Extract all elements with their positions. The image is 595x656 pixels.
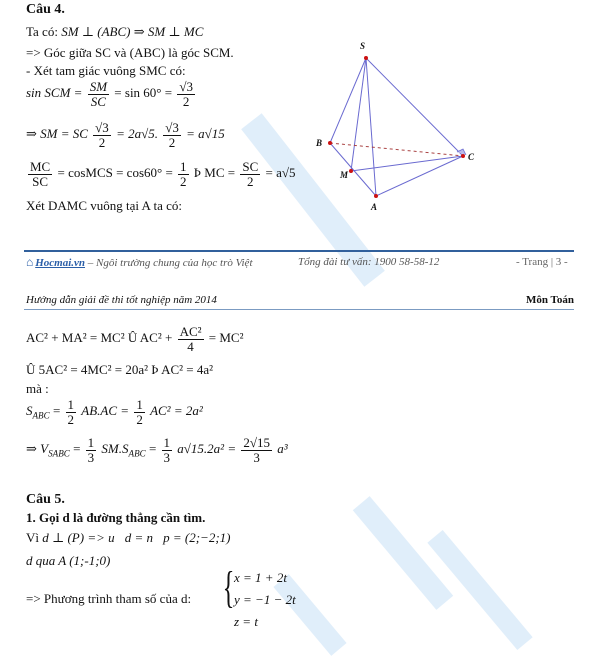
eq7-fraction1: $\frac{1}{3}$ xyxy=(87,435,95,465)
point-A xyxy=(374,194,378,198)
system-eq-z: z = t xyxy=(234,614,258,629)
eq7-eq2: = xyxy=(148,441,157,457)
cau4-eq1 xyxy=(26,80,197,108)
eq3-mid: = cosMCS = cos60° = xyxy=(57,165,173,181)
cau5-title: Câu 5. xyxy=(26,492,65,507)
eq2-fraction2: $\frac{√3}{2}$ xyxy=(165,120,179,150)
cau5-p3: d qua A (1;-1;0) xyxy=(26,553,111,568)
tetrahedron-figure xyxy=(310,36,495,221)
p2-eq4 xyxy=(26,325,244,353)
cau4-eq3 xyxy=(26,160,296,188)
eq4-right: = MC² xyxy=(208,330,244,346)
eq2-left: ⇒ SM = SC xyxy=(26,126,88,142)
label-S: S xyxy=(360,41,366,51)
eq7-mid: SM.S xyxy=(101,441,129,457)
system-eq-x: x = 1 + 2t xyxy=(234,570,287,585)
label-B: B xyxy=(316,138,323,148)
eq6-sub: ABC xyxy=(32,410,50,421)
footer-tagline: – Ngôi trường chung của học trò Việt xyxy=(87,257,253,269)
edge-SA xyxy=(366,58,376,196)
eq7-eq: = xyxy=(73,441,81,457)
eq6-right: AC² = 2a² xyxy=(150,403,203,419)
cau4-line2: => Góc giữa SC và (ABC) là góc SCM. xyxy=(26,45,234,60)
cau5-p2 xyxy=(26,530,230,546)
edge-BA xyxy=(330,143,376,196)
cau4-line1-math: SM ⊥ (ABC) ⇒ SM ⊥ MC xyxy=(61,24,204,39)
eq7-sub: SABC xyxy=(48,448,70,459)
p2-ma: mà : xyxy=(26,381,49,396)
point-B xyxy=(328,141,332,145)
cau4-eq2 xyxy=(26,121,225,149)
p2-eq5: Û 5AC² = 4MC² = 20a² Þ AC² = 4a² xyxy=(26,362,214,377)
eq4-fraction: $\frac{\text{AC²}}{4}$ xyxy=(179,324,202,354)
page-footer xyxy=(26,255,253,270)
header-guide-title: Hướng dẫn giải đề thi tốt nghiệp năm 2014 xyxy=(26,294,217,306)
footer-page-number: - Trang | 3 - xyxy=(516,256,568,268)
hocmai-logo-icon: ⌂ xyxy=(26,255,34,269)
watermark-stripe xyxy=(273,574,346,656)
footer-hotline: Tổng đài tư vấn: 1900 58-58-12 xyxy=(298,256,440,268)
eq6-fraction2: $\frac{1}{2}$ xyxy=(136,397,143,427)
eq1-mid: = sin 60° = xyxy=(114,85,173,101)
label-A: A xyxy=(371,202,378,212)
point-M xyxy=(349,169,353,173)
eq7-fraction2: $\frac{1}{3}$ xyxy=(163,435,171,465)
eq3-half: $\frac{1}{2}$ xyxy=(180,159,187,189)
eq2-right: = a√15 xyxy=(186,126,225,142)
eq4-left: AC² + MA² = MC² Û AC² + xyxy=(26,330,173,346)
eq6-s: S xyxy=(26,403,33,419)
system-brace: { xyxy=(222,563,235,612)
edge-BC-hidden xyxy=(330,143,463,156)
eq1-left: sin SCM = xyxy=(26,85,83,101)
eq2-mid: = 2a√5. xyxy=(116,126,158,142)
cau5-p1: 1. Gọi d là đường thẳng cần tìm. xyxy=(26,510,206,525)
edge-SC xyxy=(366,58,463,156)
eq7-v: ⇒ V xyxy=(26,441,49,457)
eq7-right: a³ xyxy=(277,441,288,457)
footer-rule xyxy=(24,250,574,252)
point-S xyxy=(364,56,368,60)
footer-site-link[interactable]: Hocmai.vn xyxy=(35,257,86,269)
eq7-fraction3: $\frac{2√15}{3}$ xyxy=(243,435,270,465)
eq3-sc-half: $\frac{SC}{2}$ xyxy=(242,159,259,189)
cau5-p4: => Phương trình tham số của d: xyxy=(26,591,192,606)
cau4-title: Câu 4. xyxy=(26,2,65,17)
label-C: C xyxy=(468,152,475,162)
eq3-fraction: $\frac{MC}{SC}$ xyxy=(30,159,51,189)
cau5-p2-math: d ⊥ (P) => u⃗d = n⃗p = (2;−2;1) xyxy=(42,530,231,545)
system-eq-y: y = −1 − 2t xyxy=(234,592,296,607)
eq6-fraction1: $\frac{1}{2}$ xyxy=(67,397,75,427)
eq1-result: $\frac{√3}{2}$ xyxy=(179,79,193,109)
header-subject: Môn Toán xyxy=(526,294,574,306)
eq7-sub2: ABC xyxy=(128,448,146,459)
point-C xyxy=(461,154,465,158)
label-M: M xyxy=(340,170,349,180)
cau4-line3: - Xét tam giác vuông SMC có: xyxy=(26,63,186,78)
eq3-implies: Þ MC = xyxy=(193,165,236,181)
eq7-mid2: a√15.2a² = xyxy=(177,441,237,457)
cau4-line1 xyxy=(26,24,203,40)
eq3-right: = a√5 xyxy=(265,165,296,181)
p2-eq6 xyxy=(26,398,203,426)
eq1-fraction: $\frac{SM}{SC}$ xyxy=(89,79,108,109)
cau5-p2-prefix: Vì xyxy=(26,530,39,545)
eq6-eq: = xyxy=(52,403,61,419)
eq2-fraction1: $\frac{√3}{2}$ xyxy=(95,120,109,150)
cau4-line1-prefix: Ta có: xyxy=(26,24,58,39)
cau4-last-line: Xét DAMC vuông tại A ta có: xyxy=(26,198,182,213)
header-rule xyxy=(24,309,574,310)
eq6-mid2: AB.AC = xyxy=(81,403,130,419)
p2-eq7 xyxy=(26,436,288,464)
